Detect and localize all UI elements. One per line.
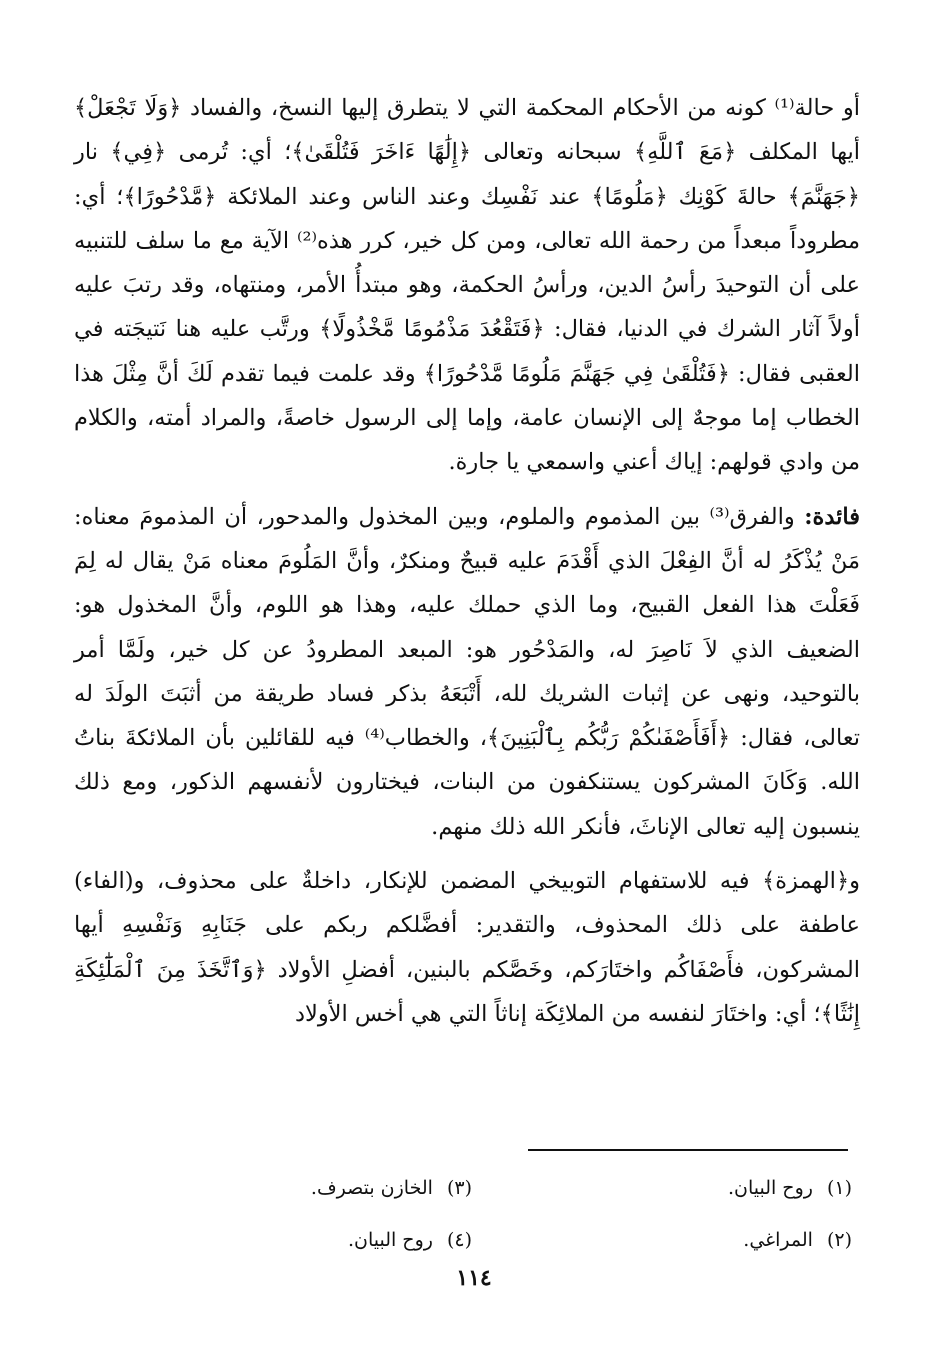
- main-text: [74, 86, 860, 1036]
- footnote-4-text: روح البيان.: [347, 1229, 433, 1251]
- paragraph-2-label: فائدة:: [804, 503, 861, 530]
- paragraph-2-text: والفرق⁽³⁾ بين المذموم والملوم، وبين المخذول والمدحور، أن المذمومَ معناه: مَنْ يُذْكَرُ له أنَّ الفِعْلَ الذي أَقْدَمَ عليه قبيحٌ ومنكرٌ، وأنَّ المَلُومَ معناه مَنْ يقال له لِمَ فَعَلْتَ هذا الفعل القبيح، وما الذي حملك عليه، وهذا هو اللوم، وأنَّ المخذول هو: الضعيف الذي لاَ نَاصِرَ له، والمَدْحُور هو: المبعد المطرودُ عن كل خير، ولَمَّا أمر بالتوحيد، ونهى عن إثبات الشريك لله، أَتْبَعَهُ بذكر فساد طريقة من أثبَتَ الولَدَ له تعالى، فقال: ﴿أَفَأَصْفَىٰكُمْ رَبُّكُم بِٱلْبَنِينَ﴾، والخطاب⁽⁴⁾ فيه للقائلين بأن الملائكةَ بناتُ الله. وَكَانَ المشركون يستنكفون من البنات، فيختارون لأنفسهم الذكور، ومع ذلك ينسبون إليه تعالى الإناثَ، فأنكر الله ذلك منهم.: [74, 503, 860, 840]
- paragraph-2: [74, 495, 860, 849]
- page-number: ١١٤: [456, 1265, 492, 1291]
- footnote-3-text: الخازن بتصرف.: [310, 1177, 433, 1199]
- footnote-separator: [528, 1149, 848, 1151]
- paragraph-3-text: و﴿الهمزة﴾ فيه للاستفهام التوبيخي المضمن للإنكار، داخلةٌ على محذوف، و(الفاء) عاطفة على ذلك المحذوف، والتقدير: أفضَّلكم ربكم على جَنَابِهِ وَنَفْسِهِ أيها المشركون، فأَصْفَاكُم واختَارَكم، وخَصَّكم بالبنين، أفضلِ الأولاد ﴿وَٱتَّخَذَ مِنَ ٱلْمَلَٰٓئِكَةِ إِنَٰثًا﴾؛ أي: واختَارَ لنفسه من الملائِكَة إناثاً التي هي أخس الأولاد: [74, 868, 860, 1027]
- footnote-2-number: (٢): [826, 1229, 852, 1251]
- footnotes: [90, 1162, 852, 1266]
- footnote-2-text: المراغي.: [743, 1229, 813, 1251]
- footnote-row: [90, 1162, 852, 1214]
- footnote-2: [472, 1214, 852, 1266]
- footnote-1: [472, 1162, 852, 1214]
- footnote-3: [92, 1162, 472, 1214]
- footnote-row: [90, 1214, 852, 1266]
- paragraph-1-text: أو حالة⁽¹⁾ كونه من الأحكام المحكمة التي لا يتطرق إليها النسخ، والفساد ﴿وَلَا تَجْعَلْ﴾ أيها المكلف ﴿مَعَ ٱللَّهِ﴾ سبحانه وتعالى ﴿إِلَٰهًا ءَاخَرَ فَتُلْقَىٰ﴾؛ أي: تُرمى ﴿فِي﴾ نار ﴿جَهَنَّمَ﴾ حالةَ كَوْنِك ﴿مَلُومًا﴾ عند نَفْسِك وعند الناس وعند الملائكة ﴿مَّدْحُورًا﴾؛ أي: مطروداً مبعداً من رحمة الله تعالى، ومن كل خير، كرر هذه⁽²⁾ الآية مع ما سلف للتنبيه على أن التوحيدَ رأسُ الدين، ورأسُ الحكمة، وهو مبتدأُ الأمر، ومنتهاه، وقد رتبَ عليه أولاً آثار الشرك في الدنيا، فقال: ﴿فَتَقْعُدَ مَذْمُومًا مَّخْذُولًا﴾ ورتَّب عليه هنا نَتيجَته في العقبى فقال: ﴿فَتُلْقَىٰ فِي جَهَنَّمَ مَلُومًا مَّدْحُورًا﴾ وقد علمت فيما تقدم لَكَ أنَّ مِثْلَ هذا الخطاب إما موجهٌ إلى الإنسان عامة، وإما إلى الرسول خاصةً، والمراد أمته، والكلام من وادي قولهم: إياك أعني واسمعي يا جارة.: [74, 95, 860, 476]
- footnote-3-number: (٣): [446, 1177, 472, 1199]
- paragraph-1: [74, 86, 860, 485]
- footnote-4: [92, 1214, 472, 1266]
- paragraph-3: [74, 859, 860, 1036]
- footnote-1-number: (١): [826, 1177, 852, 1199]
- footnote-4-number: (٤): [446, 1229, 472, 1251]
- footnote-1-text: روح البيان.: [727, 1177, 813, 1199]
